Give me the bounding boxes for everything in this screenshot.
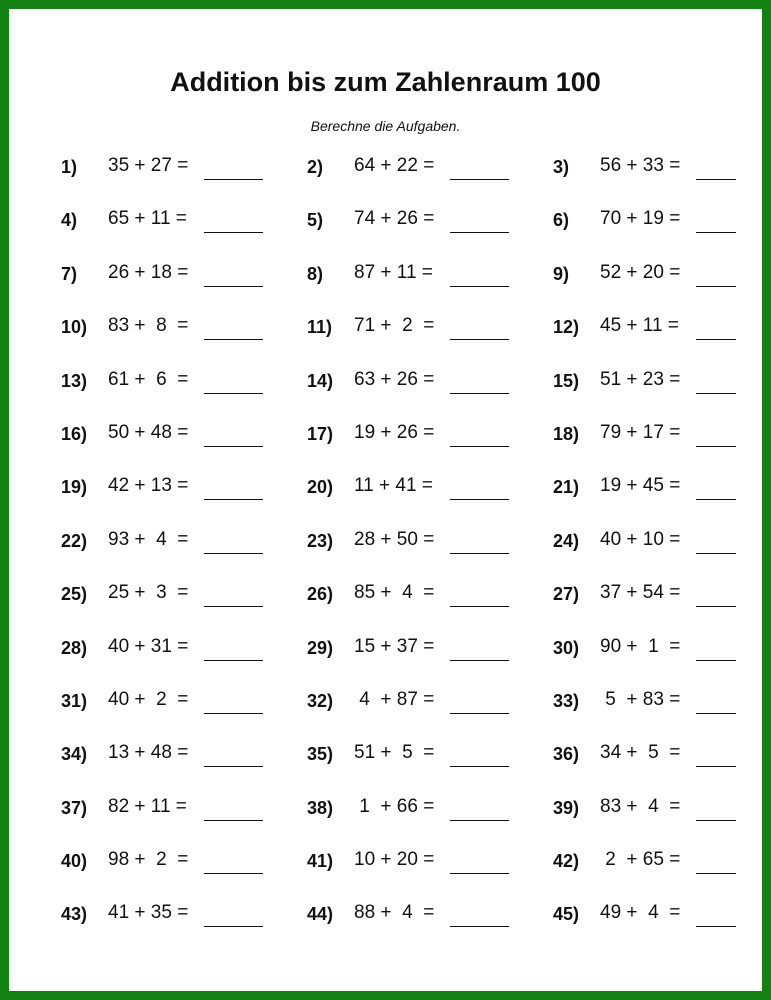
problem-number: 9) — [553, 263, 570, 284]
answer-blank[interactable] — [450, 286, 509, 287]
answer-blank[interactable] — [204, 766, 263, 767]
problem-expression: 2 + 65 = — [600, 849, 681, 871]
answer-blank[interactable] — [696, 339, 736, 340]
answer-blank[interactable] — [204, 179, 263, 180]
problem-number: 2) — [307, 157, 324, 177]
problem-number: 29) — [307, 637, 334, 658]
problem-expression: 65 + 11 = — [108, 208, 187, 230]
problem-number: 12) — [553, 317, 580, 338]
answer-blank[interactable] — [696, 393, 736, 394]
answer-blank[interactable] — [450, 606, 509, 607]
problem-expression: 19 + 26 = — [354, 421, 435, 443]
problem-expression: 98 + 2 = — [108, 849, 189, 871]
problem-number: 5) — [307, 210, 324, 231]
answer-blank[interactable] — [450, 339, 509, 340]
problem-expression: 85 + 4 = — [354, 582, 435, 604]
problem-expression: 10 + 20 = — [354, 849, 435, 871]
problem-number: 22) — [61, 530, 88, 551]
problem-expression: 90 + 1 = — [600, 635, 681, 657]
problem-row — [9, 839, 762, 892]
problem-expression: 1 + 66 = — [354, 795, 435, 817]
problem-expression: 70 + 19 = — [600, 208, 681, 230]
problem-number: 41) — [307, 851, 334, 872]
answer-blank[interactable] — [696, 766, 736, 767]
problem-expression: 49 + 4 = — [600, 902, 681, 924]
problem-expression: 74 + 26 = — [354, 208, 435, 230]
answer-blank[interactable] — [204, 660, 263, 661]
answer-blank[interactable] — [696, 873, 736, 874]
problem-expression: 4 + 87 = — [354, 688, 435, 710]
problem-number: 6) — [553, 210, 570, 231]
problem-expression: 88 + 4 = — [354, 902, 435, 924]
problem-number: 27) — [553, 584, 580, 605]
problem-expression: 51 + 23 = — [600, 368, 681, 390]
problem-number: 13) — [61, 370, 88, 391]
answer-blank[interactable] — [450, 926, 509, 927]
problem-expression: 51 + 5 = — [354, 742, 435, 764]
answer-blank[interactable] — [696, 232, 736, 233]
problem-expression: 50 + 48 = — [108, 421, 189, 443]
problem-expression: 42 + 13 = — [108, 475, 189, 497]
problem-expression: 52 + 20 = — [600, 261, 681, 283]
problem-expression: 61 + 6 = — [108, 368, 189, 390]
answer-blank[interactable] — [696, 660, 736, 661]
problem-row — [9, 732, 762, 785]
problem-row — [9, 465, 762, 518]
problem-number: 32) — [307, 690, 334, 711]
problem-expression: 19 + 45 = — [600, 475, 681, 497]
answer-blank[interactable] — [204, 873, 263, 874]
problem-number: 42) — [553, 851, 580, 872]
problem-number: 24) — [553, 530, 580, 551]
problem-expression: 87 + 11 = — [354, 261, 433, 283]
answer-blank[interactable] — [450, 660, 509, 661]
answer-blank[interactable] — [204, 232, 263, 233]
problem-number: 10) — [61, 317, 88, 338]
problem-expression: 26 + 18 = — [108, 261, 189, 283]
problem-grid — [9, 145, 762, 946]
answer-blank[interactable] — [450, 766, 509, 767]
problem-expression: 40 + 31 = — [108, 635, 189, 657]
problem-row — [9, 359, 762, 412]
problem-expression: 93 + 4 = — [108, 528, 189, 550]
answer-blank[interactable] — [450, 553, 509, 554]
answer-blank[interactable] — [204, 553, 263, 554]
answer-blank[interactable] — [450, 446, 509, 447]
problem-row — [9, 572, 762, 625]
problem-number: 17) — [307, 423, 334, 444]
worksheet — [9, 9, 762, 991]
problem-expression: 83 + 4 = — [600, 795, 681, 817]
problem-number: 28) — [61, 637, 88, 658]
problem-row — [9, 892, 762, 945]
problem-expression: 34 + 5 = — [600, 742, 681, 764]
problem-number: 36) — [553, 744, 580, 765]
answer-blank[interactable] — [696, 179, 736, 180]
answer-blank[interactable] — [696, 926, 736, 927]
problem-expression: 56 + 33 = — [600, 155, 681, 176]
problem-row — [9, 412, 762, 465]
problem-expression: 15 + 37 = — [354, 635, 435, 657]
problem-number: 37) — [61, 797, 88, 818]
answer-blank[interactable] — [696, 286, 736, 287]
answer-blank[interactable] — [204, 713, 263, 714]
problem-row — [9, 679, 762, 732]
instructions: Berechne die Aufgaben. — [310, 118, 461, 134]
problem-expression: 64 + 22 = — [354, 155, 435, 176]
answer-blank[interactable] — [204, 606, 263, 607]
problem-number: 15) — [553, 370, 580, 391]
answer-blank[interactable] — [450, 873, 509, 874]
problem-number: 14) — [307, 370, 334, 391]
problem-number: 31) — [61, 690, 88, 711]
answer-blank[interactable] — [696, 499, 736, 500]
problem-expression: 45 + 11 = — [600, 315, 679, 337]
problem-number: 11) — [307, 317, 333, 338]
problem-number: 23) — [307, 530, 334, 551]
problem-number: 1) — [61, 157, 78, 177]
answer-blank[interactable] — [450, 499, 509, 500]
problem-number: 8) — [307, 263, 324, 284]
answer-blank[interactable] — [204, 393, 263, 394]
answer-blank[interactable] — [204, 926, 263, 927]
problem-number: 25) — [61, 584, 88, 605]
problem-expression: 83 + 8 = — [108, 315, 189, 337]
problem-expression: 71 + 2 = — [354, 315, 435, 337]
problem-row — [9, 519, 762, 572]
problem-number: 30) — [553, 637, 580, 658]
problem-number: 19) — [61, 477, 88, 498]
problem-row — [9, 786, 762, 839]
problem-number: 20) — [307, 477, 334, 498]
problem-expression: 41 + 35 = — [108, 902, 189, 924]
problem-expression: 13 + 48 = — [108, 742, 189, 764]
answer-blank[interactable] — [204, 499, 263, 500]
problem-number: 45) — [553, 904, 580, 925]
problem-row — [9, 626, 762, 679]
problem-number: 39) — [553, 797, 580, 818]
problem-expression: 40 + 2 = — [108, 688, 189, 710]
problem-number: 16) — [61, 423, 88, 444]
problem-expression: 63 + 26 = — [354, 368, 435, 390]
answer-blank[interactable] — [696, 820, 736, 821]
answer-blank[interactable] — [696, 713, 736, 714]
answer-blank[interactable] — [450, 179, 509, 180]
answer-blank[interactable] — [204, 286, 263, 287]
problem-expression: 11 + 41 = — [354, 475, 433, 497]
problem-row — [9, 252, 762, 305]
answer-blank[interactable] — [450, 820, 509, 821]
problem-expression: 5 + 83 = — [600, 688, 681, 710]
answer-blank[interactable] — [204, 446, 263, 447]
page-title: Addition bis zum Zahlenraum 100 — [170, 67, 601, 97]
problem-number: 35) — [307, 744, 334, 765]
problem-expression: 28 + 50 = — [354, 528, 435, 550]
answer-blank[interactable] — [204, 820, 263, 821]
problem-number: 4) — [61, 210, 78, 231]
problem-number: 40) — [61, 851, 88, 872]
answer-blank[interactable] — [450, 232, 509, 233]
problem-expression: 82 + 11 = — [108, 795, 187, 817]
answer-blank[interactable] — [450, 713, 509, 714]
problem-row — [9, 198, 762, 251]
problem-row — [9, 145, 762, 198]
problem-expression: 35 + 27 = — [108, 155, 189, 176]
answer-blank[interactable] — [450, 393, 509, 394]
problem-expression: 79 + 17 = — [600, 421, 681, 443]
answer-blank[interactable] — [696, 446, 736, 447]
answer-blank[interactable] — [696, 553, 736, 554]
problem-number: 33) — [553, 690, 580, 711]
answer-blank[interactable] — [204, 339, 263, 340]
problem-expression: 37 + 54 = — [600, 582, 681, 604]
problem-row — [9, 305, 762, 358]
problem-number: 21) — [553, 477, 580, 498]
problem-number: 7) — [61, 263, 78, 284]
answer-blank[interactable] — [696, 606, 736, 607]
problem-number: 26) — [307, 584, 334, 605]
problem-number: 34) — [61, 744, 88, 765]
problem-number: 18) — [553, 423, 580, 444]
problem-number: 3) — [553, 157, 570, 177]
problem-number: 43) — [61, 904, 88, 925]
problem-expression: 40 + 10 = — [600, 528, 681, 550]
problem-number: 38) — [307, 797, 334, 818]
problem-expression: 25 + 3 = — [108, 582, 189, 604]
problem-number: 44) — [307, 904, 334, 925]
